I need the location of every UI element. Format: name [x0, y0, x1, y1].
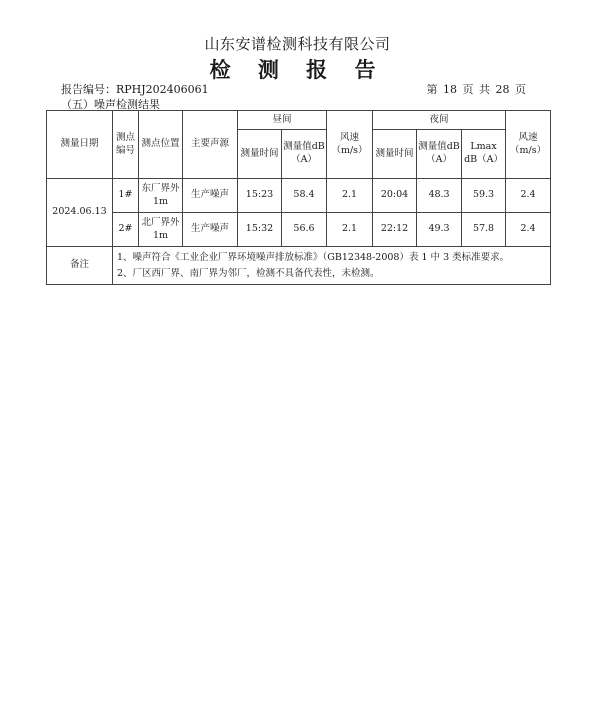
night-value: 48.3 — [417, 179, 462, 213]
header-point-no: 测点编号 — [113, 111, 139, 179]
point-no: 1# — [113, 179, 139, 213]
header-night-value: 测量值dB（A） — [417, 130, 462, 179]
main-source: 生产噪声 — [183, 213, 238, 247]
day-wind: 2.1 — [327, 179, 373, 213]
section-title: （五）噪声检测结果 — [61, 98, 160, 111]
header-night-wind: 风速（m/s） — [506, 111, 551, 179]
page-info: 第 18 页 共 28 页 — [426, 83, 526, 96]
night-time: 20:04 — [373, 179, 417, 213]
header-point-location: 测点位置 — [139, 111, 183, 179]
remark-line: 2、厂区西厂界、南厂界为邻厂，检测不具备代表性，未检测。 — [117, 267, 380, 279]
day-time: 15:32 — [238, 213, 282, 247]
header-lmax: Lmax dB（A） — [462, 130, 506, 179]
night-wind: 2.4 — [506, 213, 551, 247]
day-wind: 2.1 — [327, 213, 373, 247]
header-day-group: 昼间 — [238, 111, 327, 130]
remarks-row — [47, 247, 551, 285]
table-row — [47, 213, 551, 247]
night-wind: 2.4 — [506, 179, 551, 213]
report-title: 检 测 报 告 — [209, 57, 386, 82]
night-time: 22:12 — [373, 213, 417, 247]
day-value: 56.6 — [282, 213, 327, 247]
point-location: 北厂界外1m — [139, 213, 183, 247]
day-value: 58.4 — [282, 179, 327, 213]
header-night-group: 夜间 — [373, 111, 506, 130]
header-night-time: 测量时间 — [373, 130, 417, 179]
header-day-wind: 风速（m/s） — [327, 111, 373, 179]
header-date: 测量日期 — [47, 111, 113, 179]
point-location: 东厂界外1m — [139, 179, 183, 213]
point-no: 2# — [113, 213, 139, 247]
remark-line: 1、噪声符合《工业企业厂界环境噪声排放标准》（GB12348-2008）表 1 中 3 类标准要求。 — [117, 252, 510, 264]
header-day-time: 测量时间 — [238, 130, 282, 179]
report-number: 报告编号：RPHJ202406061 — [61, 83, 209, 96]
header-main-source: 主要声源 — [183, 111, 238, 179]
header-day-value: 测量值dB（A） — [282, 130, 327, 179]
noise-results-table — [46, 110, 551, 285]
table-row — [47, 179, 551, 213]
day-time: 15:23 — [238, 179, 282, 213]
main-source: 生产噪声 — [183, 179, 238, 213]
lmax-value: 59.3 — [462, 179, 506, 213]
lmax-value: 57.8 — [462, 213, 506, 247]
night-value: 49.3 — [417, 213, 462, 247]
remarks-label: 备注 — [47, 247, 113, 285]
measure-date: 2024.06.13 — [47, 179, 113, 247]
remarks-cell — [113, 247, 551, 285]
company-name: 山东安谱检测科技有限公司 — [204, 35, 391, 53]
